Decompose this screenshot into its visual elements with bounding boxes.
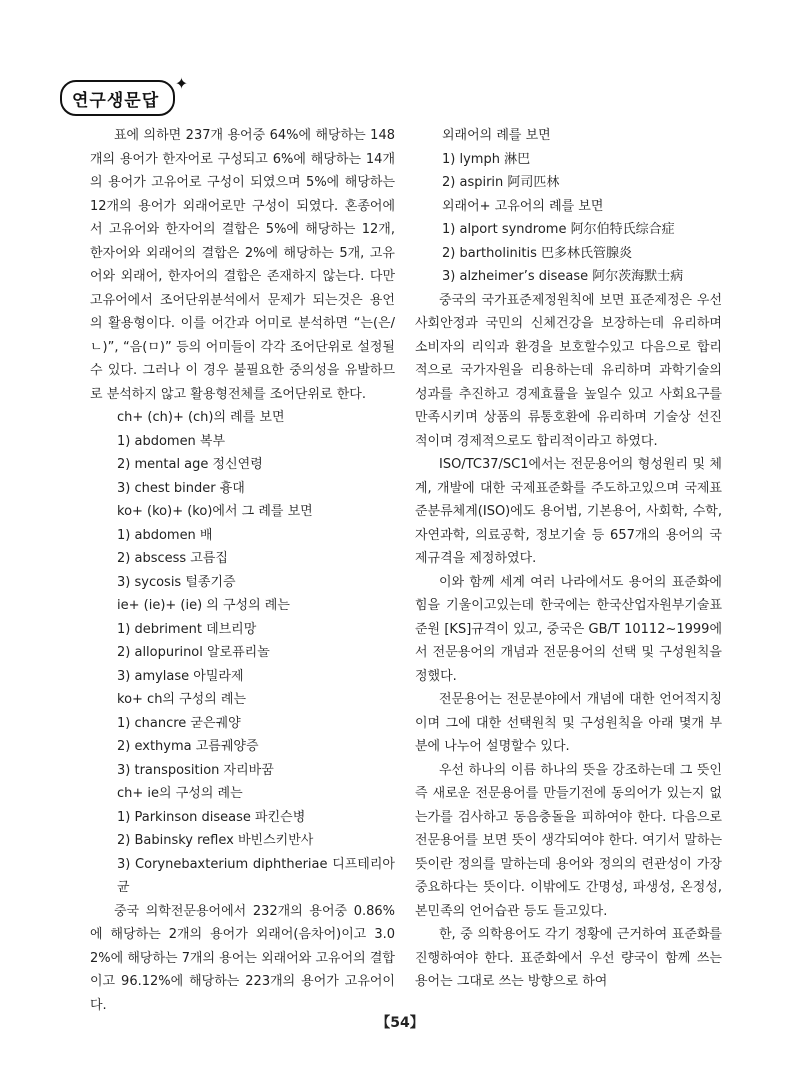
example-item: 2) Babinsky reflex 바빈스키반사 (117, 833, 314, 848)
example-item: 3) transposition 자리바꿈 (117, 762, 274, 778)
example-item: 1) debriment 데브리망 (117, 621, 257, 637)
example-item: 3) chest binder 흉대 (117, 480, 245, 496)
example-intro: ko+ ch의 구성의 례는 (117, 692, 247, 707)
section-badge (60, 74, 190, 116)
example-item: 2) exthyma 고름궤양증 (117, 739, 259, 754)
example-intro: ie+ (ie)+ (ie) 의 구성의 례는 (117, 598, 290, 613)
example-item: 1) lymph 淋巴 (442, 151, 531, 167)
paragraph: 이와 함께 세계 여러 나라에서도 용어의 표준화에 힘을 기울이고있는데 한국에는 한국산업자원부기술표준원 [KS]규격이 있고, 중국은 GB/T 10112~1999에서 전문용어의 개념과 전문용어의 선택 및 구성원칙을 정했다. (415, 574, 722, 684)
paragraph: 중국의 국가표준제정원칙에 보면 표준제정은 우선 사회안정과 국민의 신체건강을 보장하는데 유리하며 소비자의 리익과 환경을 보호할수있고 다음으로 합리적으로 국가자원을 리용하는데 유리하며 과학기술의 성과를 추진하고 경제효률을 높일수 있고 사회요구를 만족시키며 상품의 류통호환에 유리하며 기술상 선진적이며 경제적으로도 합리적이라고 하였다. (415, 292, 722, 449)
example-item: 1) chancre 굳은궤양 (117, 715, 241, 731)
example-item: 3) Corynebaxterium diphtheriae 디프테리아균 (117, 856, 395, 895)
left-column (90, 124, 395, 1017)
example-item: 3) alzheimer’s disease 阿尔茨海默士病 (442, 269, 684, 284)
example-item: 1) abdomen 복부 (117, 433, 226, 449)
example-item: 2) abscess 고름집 (117, 551, 228, 566)
paragraph: 한, 중 의학용어도 각기 정황에 근거하여 표준화를 진행하여야 한다. 표준화에서 우선 량국이 함께 쓰는 용어는 그대로 쓰는 방향으로 하여 (415, 927, 722, 989)
section-badge-label: 연구생문답 (72, 90, 160, 111)
example-item: 2) allopurinol 알로퓨리놀 (117, 645, 270, 660)
paragraph: 전문용어는 전문분야에서 개념에 대한 언어적지칭이며 그에 대한 선택원칙 및 구성원칙을 아래 몇개 부분에 나누어 설명할수 있다. (415, 692, 722, 754)
paragraph: 표에 의하면 237개 용어중 64%에 해당하는 148개의 용어가 한자어로 구성되고 6%에 해당하는 14개의 용어가 고유어로 구성이 되였으며 5%에 해당하는 12개의 용어가 외래어로만 구성이 되였다. 혼종어에서 고유어와 한자어의 결합은 5%에 해당하는 12개, 한자어와 외래어의 결합은 2%에 해당하는 5개, 고유어와 외래어, 한자어의 결합은 존재하지 않는다. 다만 고유어에서 조어단위분석에서 문제가 되는것은 용언의 활용형이다. 이를 어간과 어미로 분석하면 “는(은/ㄴ)”, “음(ㅁ)” 등의 어미들이 각각 조어단위로 설정될수 있다. 그러나 이 경우 불필요한 중의성을 유발하므로 분석하지 않고 활용형전체를 조어단위로 한다. (90, 128, 395, 402)
example-item: 2) bartholinitis 巴多林氏管腺炎 (442, 245, 633, 261)
example-intro: 외래어+ 고유어의 례를 보면 (442, 198, 604, 214)
example-item: 2) aspirin 阿司匹林 (442, 175, 560, 190)
right-column (415, 124, 722, 994)
example-item: 3) sycosis 털종기증 (117, 574, 236, 590)
example-item: 2) mental age 정신연령 (117, 457, 263, 472)
example-item: 1) alport syndrome 阿尔伯特氏综合症 (442, 222, 675, 237)
paragraph: ISO/TC37/SC1에서는 전문용어의 형성원리 및 체계, 개발에 대한 국제표준화를 주도하고있으며 국제표준분류체계(ISO)에도 용어법, 기본용어, 사회학, 수학, 자연과학, 의료공학, 정보기술 등 657개의 용어의 국제규격을 제정하였다. (415, 457, 722, 566)
example-item: 3) amylase 아밀라제 (117, 668, 244, 684)
example-item: 1) abdomen 배 (117, 527, 213, 543)
paragraph: 우선 하나의 이름 하나의 뜻을 강조하는데 그 뜻인즉 새로운 전문용어를 만들기전에 동의어가 있는지 없는가를 검사하고 동음충돌을 피하여야 한다. 다음으로 전문용어를 보면 뜻이 생각되여야 한다. 여기서 말하는 뜻이란 정의를 말하는데 용어와 정의의 련관성이 가장 중요하다는 뜻이다. 이밖에도 간명성, 파생성, 온정성, 본민족의 언어습관 등도 들고있다. (415, 762, 722, 919)
example-intro: ch+ (ch)+ (ch)의 례를 보면 (117, 410, 285, 425)
example-intro: 외래어의 례를 보면 (442, 128, 551, 143)
paragraph: 중국 의학전문용어에서 232개의 용어중 0.86%에 해당하는 2개의 용어가 외래어(음차어)이고 3.02%에 해당하는 7개의 용어는 외래어와 고유어의 결합이고 96.12%에 해당하는 223개의 용어가 고유어이다. (90, 903, 395, 1013)
example-intro: ko+ (ko)+ (ko)에서 그 례를 보면 (117, 504, 313, 519)
page-number: 【54】 (376, 1015, 424, 1031)
example-intro: ch+ ie의 구성의 례는 (117, 786, 243, 801)
sparkle-icon: ✦ (174, 74, 190, 93)
example-item: 1) Parkinson disease 파킨슨병 (117, 809, 306, 825)
